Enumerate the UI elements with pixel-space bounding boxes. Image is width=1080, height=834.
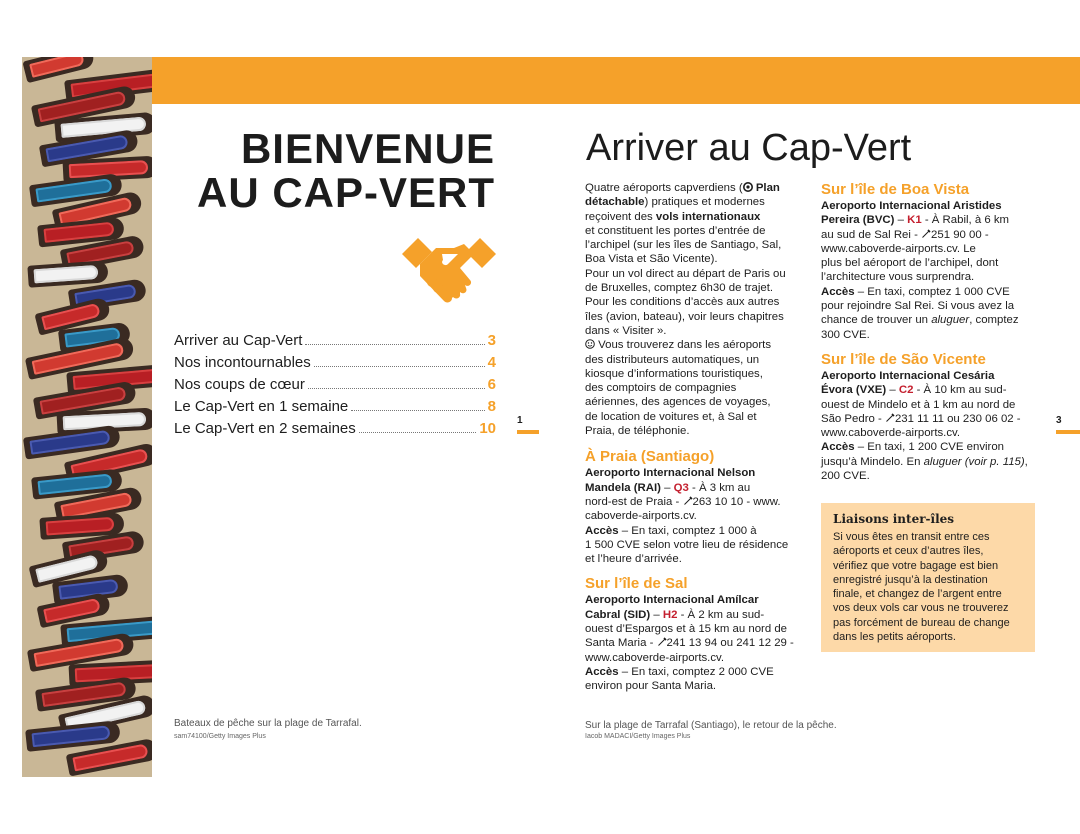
section-praia: À Praia (Santiago) Aeroporto Internacional Nelson Mandela (RAI) – Q3 - À 3 km au nord-est de Praia - 263 10 10 - www. caboverde-airports.cv. Accès – En taxi, comptez 1 000 à 1 500 CVE selon votre lieu de résidence et l’heure d’arrivée. xyxy=(585,448,810,566)
phone-icon xyxy=(657,637,667,647)
handshake-icon xyxy=(402,232,496,308)
page-marker-left xyxy=(517,430,539,434)
map-pin-icon xyxy=(743,182,753,192)
toc-item[interactable]: Nos incontournables 4 xyxy=(174,354,496,371)
photo-credit-left: sam74100/Getty Images Plus xyxy=(174,733,266,740)
toc-item[interactable]: Le Cap-Vert en 2 semaines 10 xyxy=(174,420,496,437)
welcome-title-line1: BIENVENUE xyxy=(240,125,495,172)
phone-icon xyxy=(921,229,931,239)
column-left xyxy=(585,181,810,694)
page-number-right: 3 xyxy=(1056,415,1062,426)
toc-item[interactable]: Le Cap-Vert en 1 semaine 8 xyxy=(174,398,496,415)
phone-icon xyxy=(885,413,895,423)
section-sao-vicente: Sur l’île de São Vicente Aeroporto Internacional Cesária Évora (VXE) – C2 - À 10 km au sud- ouest de Mindelo et à 1 km au nord de São Pedro - 231 11 11 ou 230 06 02 - www.caboverde-airports.cv. Accès – En taxi, 1 200 CVE environ jusqu’à Mindelo. En aluguer (voir p. 115), 200 CVE. xyxy=(821,351,1046,483)
intro-text: Quatre aéroports capverdiens ( Plan détachable) pratiques et modernes reçoivent des vols internationaux et constituent les portes d’entrée de l’archipel (sur les îles de Santiago, Sal, Boa Vista et São Vicente). Pour un vol direct au départ de Paris ou de Bruxelles, comptez 6h30 de trajet. Pour les conditions d’accès aux autres îles (avion, bateau), voir leurs chapitres dans « Visiter ». Vous trouverez dans les aéroports des distributeurs automatiques, un kiosque d’informations touristiques, des comptoirs de compagnies aériennes, des agences de voyages, de location de voitures et, à Sal et Praia, de téléphonie. xyxy=(585,182,786,438)
photo-credit-right: Iacob MADACI/Getty Images Plus xyxy=(585,733,691,740)
phone-icon xyxy=(683,496,693,506)
welcome-title-line2: AU CAP-VERT xyxy=(196,169,495,216)
section-sal: Sur l’île de Sal Aeroporto Internacional Amílcar Cabral (SID) – H2 - À 2 km au sud- ouest d’Espargos et à 15 km au nord de Santa Maria - 241 13 94 ou 241 12 29 - www.caboverde-airports.cv. Accès – En taxi, comptez 2 000 CVE environ pour Santa Maria. xyxy=(585,575,810,693)
column-right xyxy=(821,181,1046,483)
section-boa-vista: Sur l’île de Boa Vista Aeroporto Internacional Aristides Pereira (BVC) – K1 - À Rabil, à 6 km au sud de Sal Rei - 251 90 00 - www.caboverde-airports.cv. Le plus bel aéroport de l’archipel, dont l’architecture vous surprendra. Accès – En taxi, comptez 1 000 CVE pour rejoindre Sal Rei. Si vous avez la chance de trouver un aluguer, comptez 300 CVE. xyxy=(821,181,1046,342)
box-title: Liaisons inter-îles xyxy=(833,512,955,526)
heading-boa-vista: Sur l’île de Boa Vista xyxy=(821,181,970,198)
table-of-contents xyxy=(174,330,496,440)
page-marker-right xyxy=(1056,430,1080,434)
heading-sal: Sur l’île de Sal xyxy=(585,575,688,593)
toc-item[interactable]: Nos coups de cœur 6 xyxy=(174,376,496,393)
orange-header-band xyxy=(152,57,1080,104)
smiley-icon xyxy=(585,339,595,349)
boat-shape xyxy=(27,260,108,288)
boats-photo xyxy=(22,57,152,777)
page-title: Arriver au Cap-Vert xyxy=(586,127,912,169)
photo-caption-right: Sur la plage de Tarrafal (Santiago), le retour de la pêche. xyxy=(585,720,837,731)
welcome-title xyxy=(197,127,495,215)
heading-sao-vicente: Sur l’île de São Vicente xyxy=(821,350,986,368)
page-number-left: 1 xyxy=(517,415,523,426)
heading-praia: À Praia (Santiago) xyxy=(585,448,715,466)
toc-item[interactable]: Arriver au Cap-Vert 3 xyxy=(174,332,496,349)
inter-island-box: Liaisons inter-îles Si vous êtes en transit entre ces aéroports et ceux d’autres îles, vérifiez que votre bagage est bien enregistré jusqu’à la destination finale, et changez de l’argent entre vos deux vols car vous ne trouverez pas forcément de bureau de change dans les petits aéroports. xyxy=(821,503,1035,652)
photo-caption-left: Bateaux de pêche sur la plage de Tarrafal. xyxy=(174,718,362,729)
